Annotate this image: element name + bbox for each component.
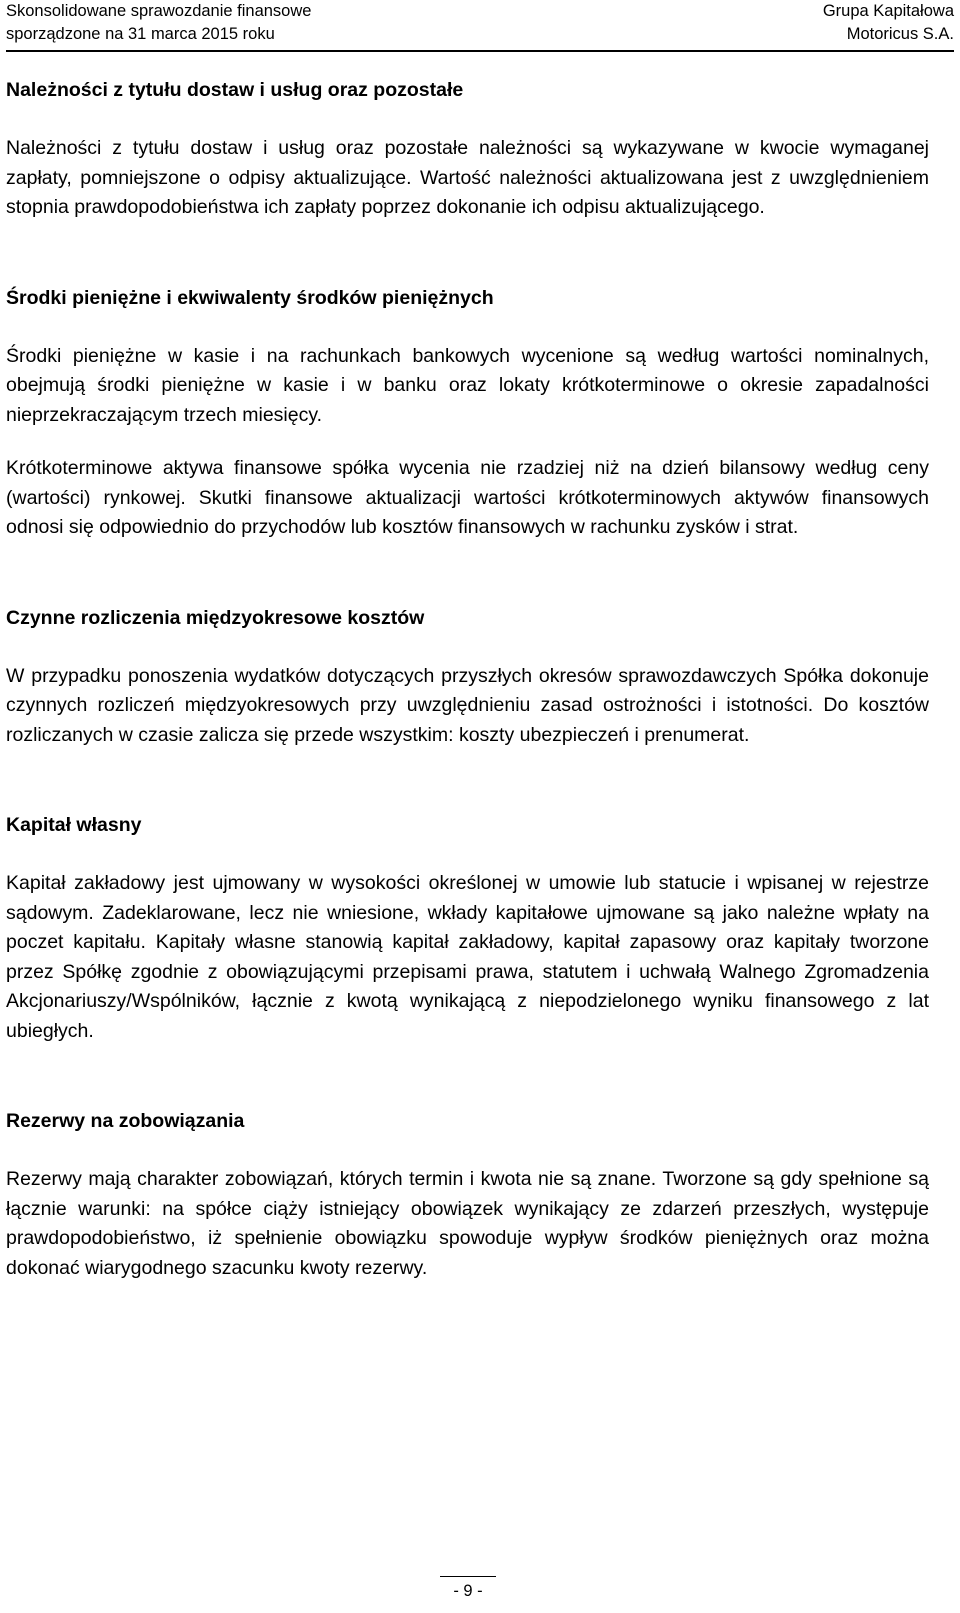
section-paragraph: W przypadku ponoszenia wydatków dotyczących przyszłych okresów sprawozdawczych Spółka dokonuje czynnych rozliczeń międzyokresowych przy uwzględnieniu zasad ostrożności i istotności. Do kosztów rozliczanych w czasie zalicza się przede wszystkim: koszty ubezpieczeń i prenumerat. [6, 664, 929, 746]
section-cash [6, 284, 929, 543]
section-paragraph: Rezerwy mają charakter zobowiązań, których termin i kwota nie są znane. Tworzone są gdy spełnione są łącznie warunki: na spółce ciąży istniejący obowiązek wynikający ze zdarzeń przeszłych, występuje prawdopodobieństwo, iż spełnienie obowiązku spowoduje wypływ środków pieniężnych oraz można dokonać wiarygodnego szacunku kwoty rezerwy. [6, 1168, 929, 1279]
section-heading: Należności z tytułu dostaw i usług oraz pozostałe [6, 79, 464, 101]
section-prepayments [6, 604, 929, 751]
section-paragraph: Kapitał zakładowy jest ujmowany w wysokości określonej w umowie lub statucie i wpisanej w rejestrze sądowym. Zadeklarowane, lecz nie wniesione, wkłady kapitałowe ujmowane są jako należne wpłaty na poczet kapitału. Kapitały własne stanowią kapitał zakładowy, kapitał zapasowy oraz kapitały tworzone przez Spółkę zgodnie z obowiązującymi przepisami prawa, statutem i uchwałą Walnego Zgromadzenia Akcjonariuszy/Wspólników, łącznie z kwotą wynikającą z niepodzielonego wyniku finansowego z lat ubiegłych. [6, 872, 929, 1042]
section-heading: Czynne rozliczenia międzyokresowe kosztów [6, 606, 425, 629]
header-report-date: sporządzone na 31 marca 2015 roku [6, 25, 275, 43]
section-receivables [6, 76, 929, 223]
section-paragraph: Krótkoterminowe aktywa finansowe spółka wycenia nie rzadziej niż na dzień bilansowy według ceny (wartości) rynkowej. Skutki finansowe aktualizacji wartości krótkoterminowych aktywów finansowych odnosi się odpowiednio do przychodów lub kosztów finansowych w rachunku zysków i strat. [6, 457, 929, 538]
header-company-name: Motoricus S.A. [846, 25, 954, 43]
section-heading: Kapitał własny [6, 814, 142, 836]
header-left [6, 0, 311, 46]
section-equity [6, 811, 929, 1046]
header-right [823, 0, 954, 46]
header-report-title: Skonsolidowane sprawozdanie finansowe [6, 2, 312, 20]
section-paragraph: Środki pieniężne w kasie i na rachunkach bankowych wycenione są według wartości nominalnych, obejmują środki pieniężne w kasie i w banku oraz lokaty krótkoterminowe o okresie zapadalności nieprzekraczającym trzech miesięcy. [6, 344, 929, 426]
section-heading: Rezerwy na zobowiązania [6, 1110, 245, 1132]
page-number: - 9 - [0, 1580, 936, 1602]
page-header [6, 0, 954, 52]
section-provisions [6, 1107, 929, 1283]
section-paragraph: Należności z tytułu dostaw i usług oraz pozostałe należności są wykazywane w kwocie wymaganej zapłaty, pomniejszone o odpisy aktualizujące. Wartość należności aktualizowana jest z uwzględnieniem stopnia prawdopodobieństwa ich zapłaty poprzez dokonanie ich odpisu aktualizującego. [6, 137, 929, 218]
header-group-name: Grupa Kapitałowa [822, 2, 954, 20]
section-heading: Środki pieniężne i ekwiwalenty środków pieniężnych [6, 286, 494, 309]
document-body [6, 72, 929, 1283]
